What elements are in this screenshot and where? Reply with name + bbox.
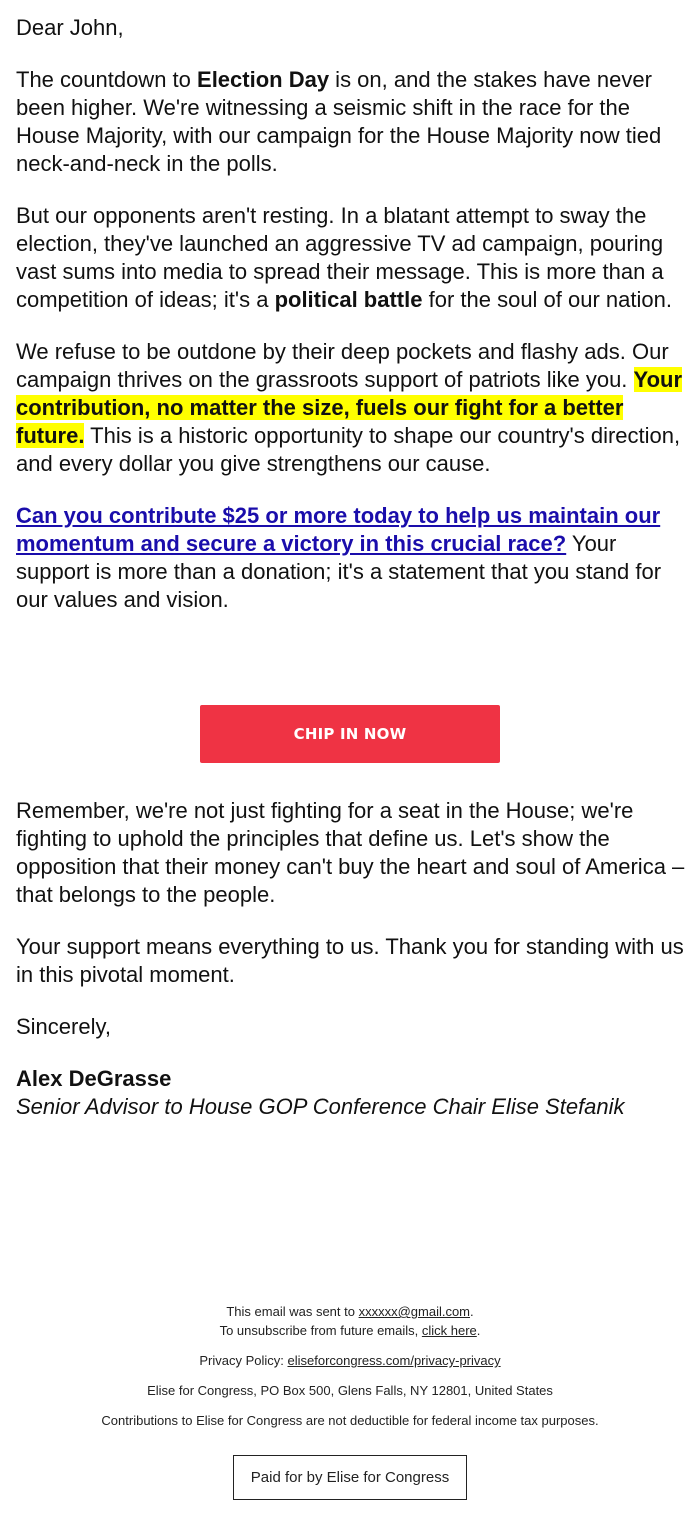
- recipient-email-link[interactable]: xxxxxx@gmail.com: [358, 1304, 471, 1319]
- footer-privacy: [0, 1351, 700, 1370]
- paragraph-ask: [16, 502, 688, 614]
- signature-title: Senior Advisor to House GOP Conference Chair Elise Stefanik: [16, 1094, 625, 1119]
- paragraph-opponents: [16, 202, 688, 314]
- paragraph-text: Your support is more than a donation; it's a statement that you stand for our values and vision.: [16, 531, 662, 612]
- footer-text: .: [476, 1323, 481, 1338]
- cta-container: [200, 705, 500, 763]
- highlighted-text: Your contribution, no matter the size, fuels our fight for a better future.: [16, 367, 683, 448]
- paragraph-text: This is a historic opportunity to shape our country's direction, and every dollar you give strengthens our cause.: [16, 423, 681, 476]
- unsubscribe-link[interactable]: click here: [421, 1323, 477, 1338]
- paragraph-grassroots: [16, 338, 688, 478]
- contribute-link[interactable]: Can you contribute $25 or more today to help us maintain our momentum and secure a victory in this crucial race?: [16, 503, 661, 556]
- greeting: Dear John,: [16, 15, 124, 40]
- signature-name: Alex DeGrasse: [16, 1066, 172, 1091]
- bold-political-battle: political battle: [274, 287, 423, 312]
- email-body-continued: [16, 797, 692, 1145]
- footer-text: This email was sent to: [226, 1304, 359, 1319]
- footer-sent-info: [0, 1302, 700, 1340]
- footer-text: .: [470, 1304, 474, 1319]
- paragraph-text: But our opponents aren't resting. In a blatant attempt to sway the election, they've launched an aggressive TV ad campaign, pouring vast sums into media to spread their message. This is more than a competition of ideas; it's a: [16, 203, 664, 312]
- privacy-policy-link[interactable]: eliseforcongress.com/privacy-privacy: [287, 1353, 501, 1368]
- paragraph-thanks: Your support means everything to us. Thank you for standing with us in this pivotal moment.: [16, 934, 684, 987]
- email-body: [16, 14, 688, 638]
- paragraph-text: We refuse to be outdone by their deep pockets and flashy ads. Our campaign thrives on the grassroots support of patriots like you.: [16, 339, 669, 392]
- paragraph-text: The countdown to: [16, 67, 198, 92]
- signature: [16, 1065, 692, 1121]
- closing: Sincerely,: [16, 1014, 111, 1039]
- paragraph-text: is on, and the stakes have never been higher. We're witnessing a seismic shift in the race for the House Majority, with our campaign for the House Majority now tied neck-and-neck in the polls.: [16, 67, 662, 176]
- footer-text: Privacy Policy:: [199, 1353, 288, 1368]
- email-footer: [0, 1302, 700, 1441]
- paid-for-disclaimer: Paid for by Elise for Congress: [233, 1455, 467, 1500]
- paragraph-text: for the soul of our nation.: [422, 287, 672, 312]
- paragraph-countdown: [16, 66, 688, 178]
- paragraph-remember: Remember, we're not just fighting for a seat in the House; we're fighting to uphold the principles that define us. Let's show the opposition that their money can't buy the heart and soul of America – that belongs to the people.: [16, 798, 685, 907]
- bold-election-day: Election Day: [197, 67, 330, 92]
- footer-tax-note: Contributions to Elise for Congress are not deductible for federal income tax purposes.: [101, 1413, 599, 1428]
- footer-address: Elise for Congress, PO Box 500, Glens Falls, NY 12801, United States: [147, 1383, 553, 1398]
- chip-in-now-button[interactable]: CHIP IN NOW: [200, 705, 500, 763]
- footer-text: To unsubscribe from future emails,: [219, 1323, 422, 1338]
